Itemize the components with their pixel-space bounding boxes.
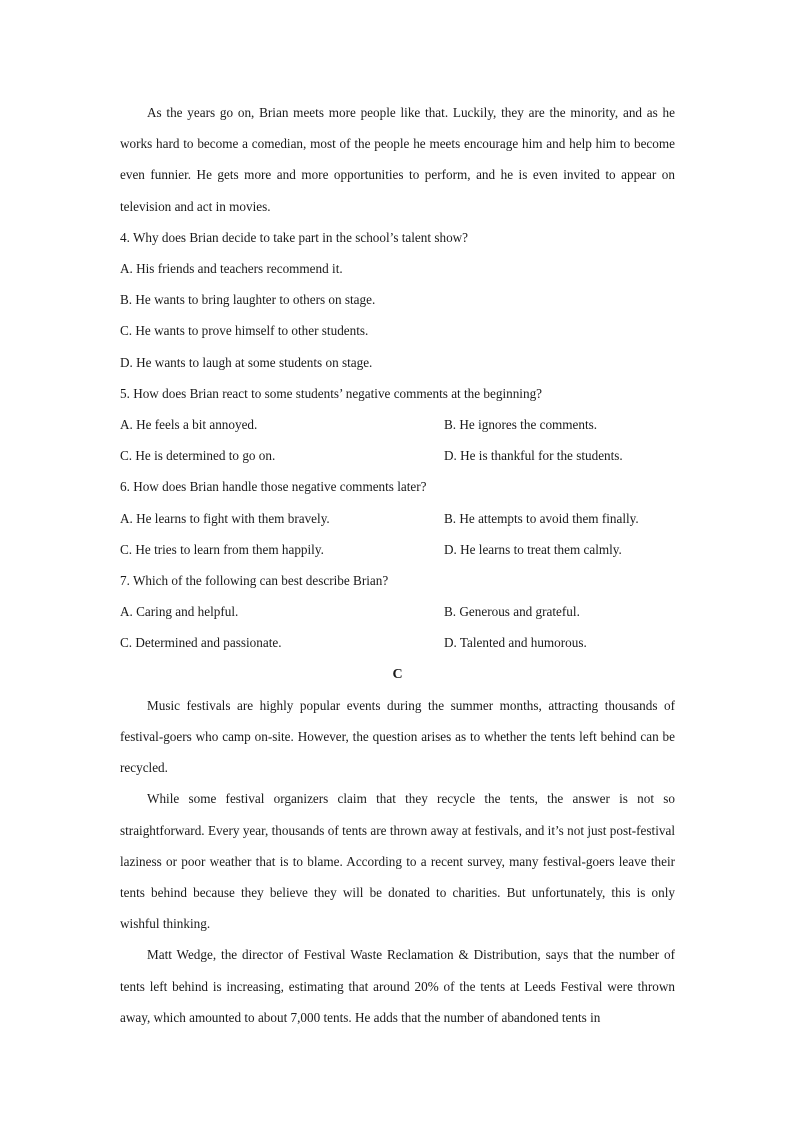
question-6-options-row-2 [120,534,675,565]
question-7-options-row-2 [120,627,675,658]
question-6-stem: 6. How does Brian handle those negative comments later? [120,479,427,495]
section-c-paragraph-1: Music festivals are highly popular events during the summer months, attracting thousands of festival-goers who camp on-site. However, the question arises as to whether the tents left behind can be recycled. [120,697,675,776]
question-4-stem: 4. Why does Brian decide to take part in the school’s talent show? [120,229,469,245]
question-6-option-c: C. He tries to learn from them happily. [120,541,324,557]
question-5-stem: 5. How does Brian react to some students’ negative comments at the beginning? [120,385,543,401]
question-6-option-b: B. He attempts to avoid them finally. [444,510,639,526]
passage-paragraph: As the years go on, Brian meets more people like that. Luckily, they are the minority, and as he works hard to become a comedian, most of the people he meets encourage him and help him to become even funnier. He gets more and more opportunities to perform, and he is even invited to appear on television and act in movies. [120,105,675,214]
section-heading: C [392,666,403,682]
question-4-option-b: B. He wants to bring laughter to others on stage. [120,292,376,308]
question-6-options-row-1 [120,503,675,534]
question-5-option-c: C. He is determined to go on. [120,448,276,464]
question-4-option-c: C. He wants to prove himself to other students. [120,323,369,339]
question-7-option-a: A. Caring and helpful. [120,604,239,620]
question-6-option-d: D. He learns to treat them calmly. [444,541,622,557]
question-5-option-a: A. He feels a bit annoyed. [120,417,258,433]
question-5-option-b: B. He ignores the comments. [444,417,598,433]
question-7-stem: 7. Which of the following can best describe Brian? [120,573,389,589]
document-page [120,97,675,1033]
question-4-option-a: A. His friends and teachers recommend it. [120,261,343,277]
section-c-paragraph-3: Matt Wedge, the director of Festival Waste Reclamation & Distribution, says that the number of tents left behind is increasing, estimating that around 20% of the tents at Leeds Festival were thrown away, which amounted to about 7,000 tents. He adds that the number of abandoned tents in [120,947,675,1025]
question-7-options-row-1 [120,596,675,627]
question-7-option-c: C. Determined and passionate. [120,635,282,651]
question-5-option-d: D. He is thankful for the students. [444,448,623,464]
question-5-options-row-1 [120,409,675,440]
question-7-option-d: D. Talented and humorous. [444,635,587,651]
question-7-option-b: B. Generous and grateful. [444,604,580,620]
question-4-option-d: D. He wants to laugh at some students on stage. [120,354,373,370]
question-5-options-row-2 [120,440,675,471]
section-c-paragraph-2: While some festival organizers claim that they recycle the tents, the answer is not so straightforward. Every year, thousands of tents are thrown away at festivals, and it’s not just post-festival laziness or poor weather that is to blame. According to a recent survey, many festival-goers leave their tents behind because they believe they will be donated to charities. But unfortunately, this is only wishful thinking. [120,791,675,932]
question-6-option-a: A. He learns to fight with them bravely. [120,510,330,526]
